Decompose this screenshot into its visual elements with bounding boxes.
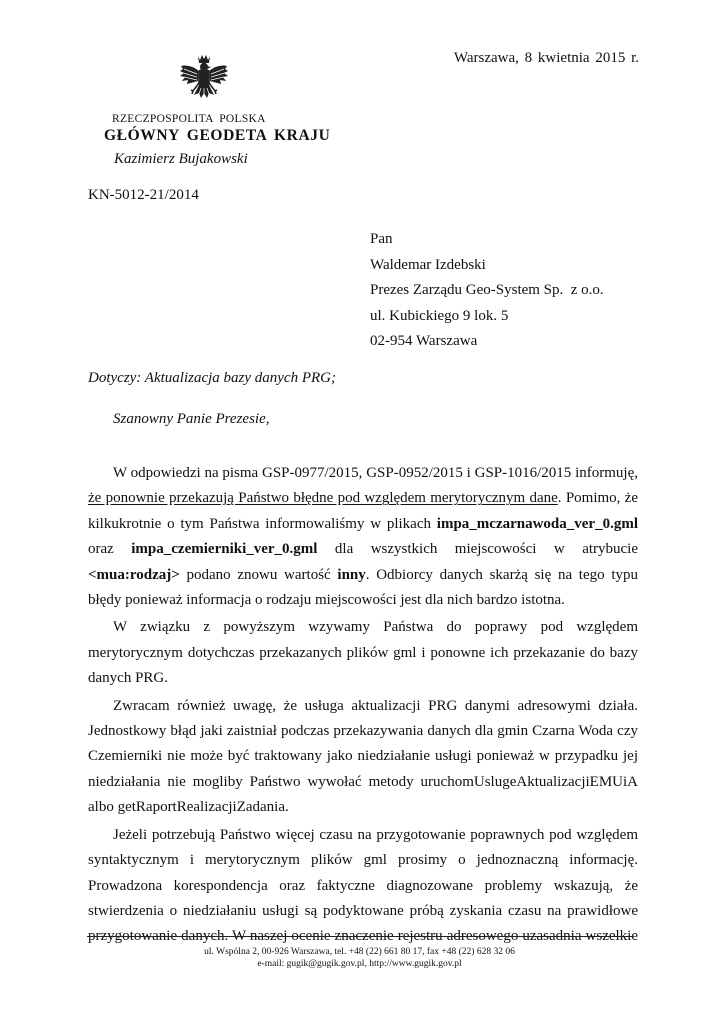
underlined-statement: że ponownie przekazują Państwo błędne pod względem merytorycznym dane (88, 490, 558, 507)
footer (87, 946, 632, 970)
body-paragraph-2: W związku z powyższym wzywamy Państwa do poprawy pod względem merytorycznym dotychczas przekazanych plików gml i ponowne ich przekazanie do bazy danych PRG. (88, 619, 638, 687)
letter-date: Warszawa, 8 kwietnia 2015 r. (453, 50, 639, 66)
file-name-2: impa_czemierniki_ver_0.gml (131, 541, 318, 558)
body-paragraph-4: Jeżeli potrzebują Państwo więcej czasu na przygotowanie poprawnych pod względem syntaktycznym i merytorycznym plików gml prosimy o jednoznaczną informację. Prowadzona korespondencja oraz faktyczne diagnozowane problemy wskazują, że stwierdzenia o niedziałaniu usługi są podyktowane próbą zyskania czasu na prawidłowe przygotowanie danych. W naszej ocenie znaczenie rejestru adresowego uzasadnia wszelkie (88, 826, 638, 945)
recipient-address (370, 227, 604, 355)
recipient-city: 02-954 Warszawa (370, 333, 478, 349)
letter-subject: Dotyczy: Aktualizacja bazy danych PRG; (88, 370, 336, 386)
letter-greeting: Szanowny Panie Prezesie, (113, 411, 270, 427)
header-country: RZECZPOSPOLITA POLSKA (112, 113, 266, 125)
header-signatory: Kazimierz Bujakowski (114, 151, 248, 167)
recipient-street: ul. Kubickiego 9 lok. 5 (370, 307, 509, 324)
attribute-name: <mua:rodzaj> (88, 566, 180, 583)
header-office: GŁÓWNY GEODETA KRAJU (104, 127, 331, 144)
recipient-position: Prezes Zarządu Geo-System Sp. z o.o. (370, 282, 604, 298)
letter-body (88, 461, 638, 952)
footer-address: ul. Wspólna 2, 00-926 Warszawa, tel. +48 (22) 661 80 17, fax +48 (22) 628 32 06 (204, 947, 515, 957)
file-name-1: impa_mczarnawoda_ver_0.gml (436, 515, 638, 532)
reference-number: KN-5012-21/2014 (88, 187, 199, 203)
body-paragraph-1: W odpowiedzi na pisma GSP-0977/2015, GSP-0952/2015 i GSP-1016/2015 informuję, że ponownie przekazują Państwo błędne pod względem merytorycznym dane. Pomimo, że kilkukrotnie o tym Państwa informowaliśmy w plikach impa_mczarnawoda_ver_0.gml oraz impa_czemierniki_ver_0.gml dla wszystkich miejscowości w atrybucie <mua:rodzaj> podano znowu wartość inny. Odbiorcy danych skarżą się na tego typu błędy ponieważ informacja o rodzaju miejscowości jest dla nich bardzo istotna. (88, 465, 638, 609)
attribute-value: inny (337, 566, 366, 583)
body-paragraph-3: Zwracam również uwagę, że usługa aktualizacji PRG danymi adresowymi działa. Jednostkowy błąd jaki zaistniał podczas przekazywania danych dla gmin Czarna Woda czy Czemierniki nie może być traktowany jako niedziałanie usługi ponieważ w przypadku jej niedziałania nie mogliby Państwo wywołać metody uruchomUslugeAktualizacjiEMUiA albo getRaportRealizacjiZadania. (88, 697, 638, 816)
footer-divider (87, 936, 632, 937)
recipient-name: Waldemar Izdebski (370, 256, 486, 273)
footer-contact: e-mail: gugik@gugik.gov.pl, http://www.gugik.gov.pl (257, 959, 462, 969)
recipient-salutation: Pan (370, 231, 393, 247)
polish-eagle-emblem-icon (178, 54, 230, 104)
